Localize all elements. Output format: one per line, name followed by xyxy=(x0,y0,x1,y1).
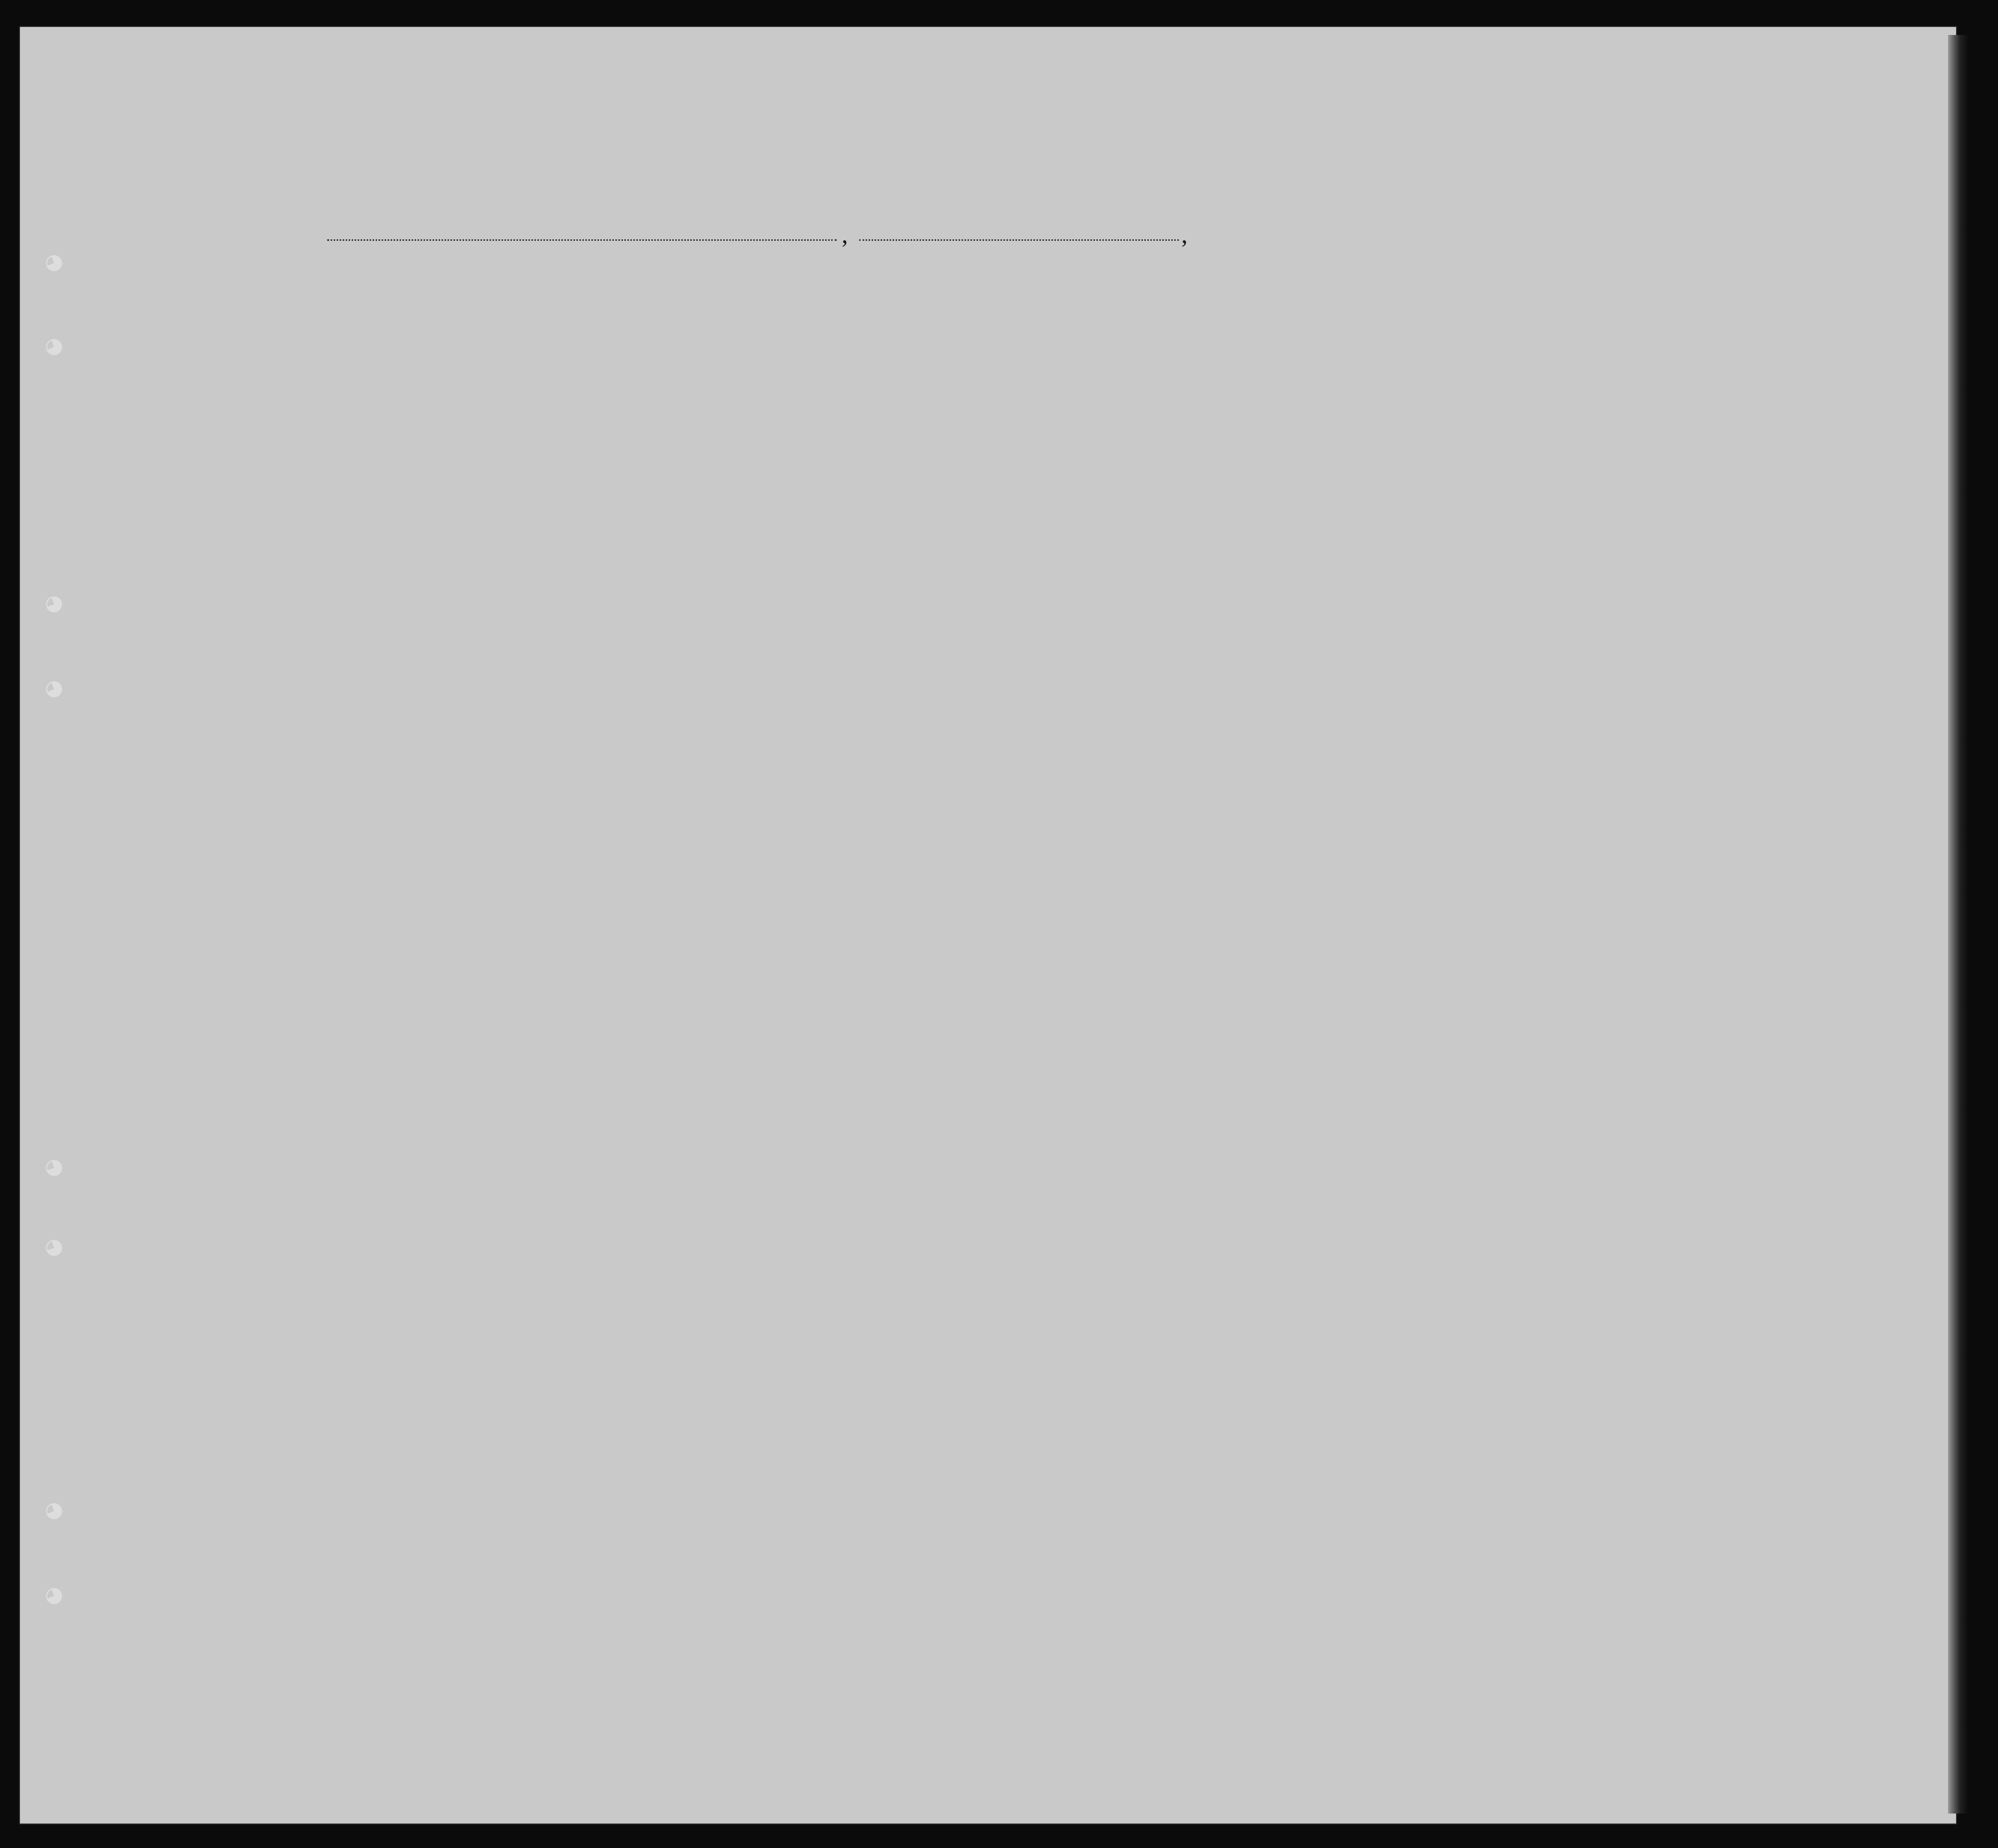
header-return-country xyxy=(1121,312,1161,432)
header-money xyxy=(687,300,714,430)
binder-hole-icon: ◕ xyxy=(40,1495,66,1524)
header-offer xyxy=(1416,300,1461,432)
header-citizen xyxy=(1224,312,1264,432)
binder-hole-icon: ◕ xyxy=(40,588,66,617)
header-polygamist xyxy=(1309,305,1334,432)
binder-hole-icon: ◕ xyxy=(40,673,66,702)
binder-hole-icon: ◕ xyxy=(40,1152,66,1181)
binder-hole-icon: ◕ xyxy=(40,1580,66,1609)
header-deported xyxy=(1461,300,1498,432)
binder-hole-icon: ◕ xyxy=(40,331,66,360)
comma-1: , xyxy=(842,220,848,248)
header-overthrow xyxy=(1359,300,1416,432)
header-anarchist xyxy=(1334,305,1359,432)
header-prison xyxy=(1271,305,1306,432)
comma-2: , xyxy=(1181,220,1188,248)
binder-hole-icon: ◕ xyxy=(40,1232,66,1261)
header-length-stay xyxy=(1164,312,1209,432)
header-ticket xyxy=(568,300,598,430)
binder-hole-icon: ◕ xyxy=(40,247,66,276)
